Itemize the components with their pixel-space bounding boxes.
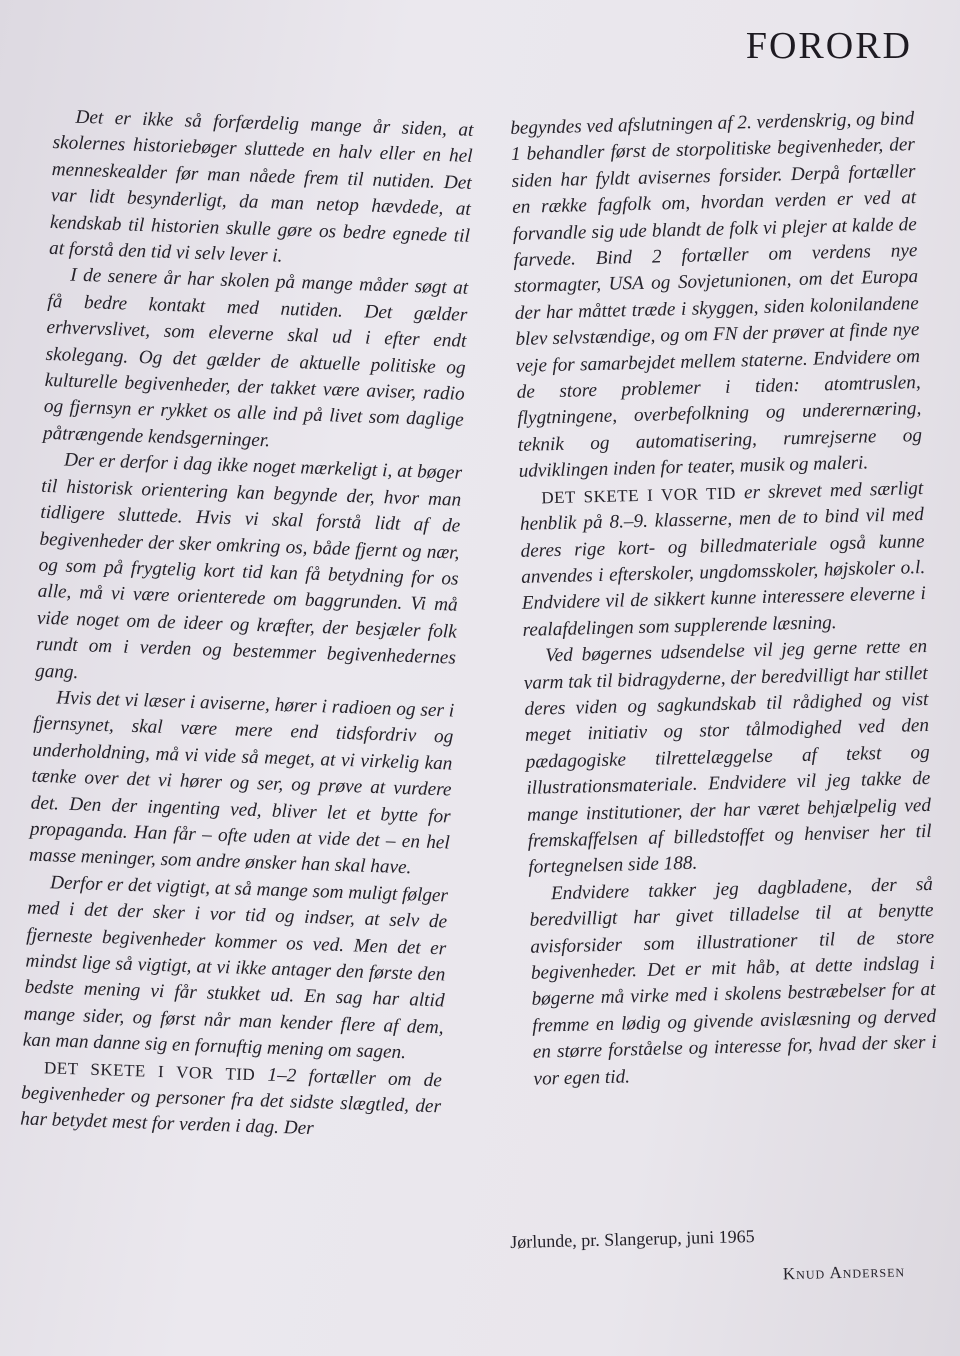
signature-block xyxy=(510,1222,911,1291)
book-title-smallcaps: DET SKETE I VOR TID xyxy=(43,1057,256,1084)
page-heading: FORORD xyxy=(745,25,912,67)
book-title-smallcaps: DET SKETE I VOR TID xyxy=(541,483,737,508)
paragraph: DET SKETE I VOR TID er skrevet med særligt henblik på 8.–9. klasserne, men de to bind vil med deres rige kort- og billedmateriale også kunne anvendes i efterskoler, ungdomsskoler, højskoler o.l. Endvidere vil de sikkert kunne interessere eleverne i realafdelingen som supplerende læsning. xyxy=(519,477,927,641)
place-date: Jørlunde, pr. Slangerup, juni 1965 xyxy=(510,1226,755,1252)
paragraph: Der er derfor i dag ikke noget mærkeligt i, at bøger til historisk orientering kan begynde der, hvor man tidligere sluttede. Hvis vi skal forstå lidt af de begivenheder der sker omkring os, både fjernt og nær, og som på frygtelig kort tid kan få betydning for os alle, må vi være orienterede om baggrunden. Vi må vide noget om de ideer og kræfter, der besjæler folk rundt om i verden og bestemmer begivenhedernes gang. xyxy=(34,449,463,683)
paragraph: Derfor er det vigtigt, at så mange som muligt følger med i det der sker i vor tid og indser, at selv de fjerneste begivenheder kommer os ved. Men det er mindst lige så vigtigt, at vi ikke antager den første den bedste mening vi får stukket ud. En sag har altid mange sider, og først når man kender flere af dem, kan man danne sig en fornuftig mening om sagen. xyxy=(22,872,449,1064)
paragraph: Ved bøgernes udsendelse vil jeg gerne rette en varm tak til bidragyderne, der beredvilligt har stillet deres viden og sagkundskab til rådighed og vist meget initiativ og stor tålmodighed ved den pædagogiske tilrettelæggelse af tekst og illustrationsmateriale. Endvidere vil jeg takke de mange institutioner, der har været behjælpelig ved fremskaffelsen af billedstoffet og henviser her til fortegnelsen side 188. xyxy=(523,636,932,879)
paragraph: Endvidere takker jeg dagbladene, der så beredvilligt har givet tilladelse til at benytte avisforsider som illustrationer til de store begivenheder. Det er mit håb, at dette indslag i bøgerne må virke med i skolens bestræbelser for at fremme en lødig og givende avislæsning og derved en større forståelse og interesse for, hvad der sker i vor egen tid. xyxy=(529,873,938,1090)
right-column xyxy=(510,106,938,1093)
author-name: Knud Andersen xyxy=(782,1261,906,1284)
paragraph: begyndes ved afslutningen af 2. verdenskrig, og bind 1 behandler først de storpolitiske begivenheder, der siden har fyldt avisernes forsider. Derpå fortæller en række fagfolk om, hvordan verden er ved at forvandle sig ude blandt de folk vi plejer at kalde de farvede. Bind 2 fortæller om verdens nye stormagter, USA og Sovjetunionen, om det Europa der har måttet træde i skyggen, siden kolonilandene blev selvstændige, og om FN der prøver at finde nye veje for samarbejdet mellem staterne. Endvidere om de store problemer i tiden: atomtruslen, flygtningene, overbefolkning og underernæring, teknik og automatisering, rumrejserne og udviklingen inden for teater, musik og maleri. xyxy=(510,108,923,483)
paragraph: Det er ikke så forfærdelig mange år siden, at skolernes historiebøger sluttede en halv eller en hel menneskealder før man nåede frem til nutiden. Det var lidt besynderligt, da man netop hævdede, at kendskab til historien skulle gøre os bedre egnede til at forstå den tid vi selv lever i. xyxy=(48,106,474,267)
paragraph: I de senere år har skolen på mange måder søgt at få bedre kontakt med nutiden. Det gælder erhvervslivet, som eleverne skal ud i efter endt skolegang. Og det gælder de aktuelle politiske og kulturelle begivenheder, der takket være aviser, radio og fjernsyn er rykket os alle ind på livet som daglige påtrængende kendsgerninger. xyxy=(42,265,469,452)
paragraph: Hvis det vi læser i aviserne, hører i radioen og ser i fjernsynet, skal være mere end tidsfordriv og underholdning, må vi vide så meget, at vi virkelig kan tænke over det vi hører og ser, og prøve at vurdere det. Den der ingenting ved, bliver let et bytte for propaganda. Han får – ofte uden at vide det – en hel masse meninger, som andre ønsker han skal have. xyxy=(28,687,455,879)
paragraph: DET SKETE I VOR TID 1–2 fortæller om de begivenheder og personer fra det sidste slægtled, der har betydet mest for verden i dag. Der xyxy=(19,1057,443,1140)
left-column xyxy=(20,104,474,1147)
